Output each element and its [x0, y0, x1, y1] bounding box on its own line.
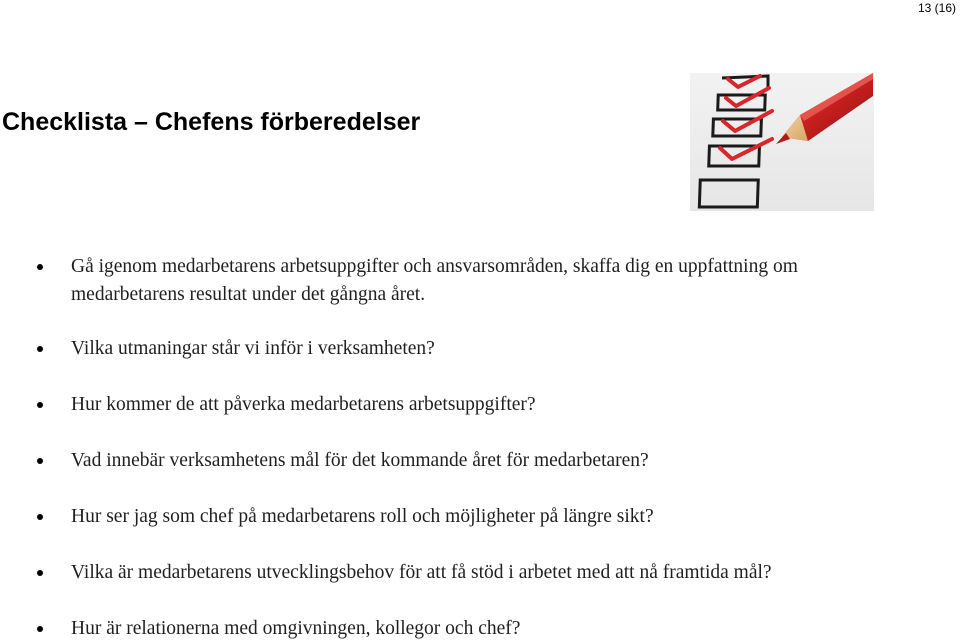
list-item-line-1: Gå igenom medarbetarens arbetsuppgifter och ansvarsområden, skaffa dig en uppfattning om [71, 256, 798, 277]
list-item-text: Hur kommer de att påverka medarbetarens arbetsuppgifter? [71, 394, 536, 415]
bullet-dot-icon [37, 570, 43, 576]
list-item-text: Hur ser jag som chef på medarbetarens roll och möjligheter på längre sikt? [71, 506, 654, 527]
bullet-dot-icon [37, 514, 43, 520]
bullet-dot-icon [37, 402, 43, 408]
list-item-text: Vilka är medarbetarens utvecklingsbehov för att få stöd i arbetet med att nå framtida mål? [71, 562, 772, 583]
checklist-icon [690, 73, 874, 211]
list-item-text: Vilka utmaningar står vi inför i verksamheten? [71, 338, 435, 359]
list-item-text: Vad innebär verksamhetens mål för det kommande året för medarbetaren? [71, 450, 649, 471]
page-title: Checklista – Chefens förberedelser [2, 108, 421, 136]
bullet-dot-icon [37, 626, 43, 632]
list-item-text [71, 253, 956, 309]
list-item-text: Hur är relationerna med omgivningen, kollegor och chef? [71, 618, 521, 639]
bullet-dot-icon [37, 264, 43, 270]
list-item-line-2: medarbetarens resultat under det gångna året. [71, 284, 426, 305]
page-number: 13 (16) [917, 1, 956, 15]
bullet-dot-icon [37, 458, 43, 464]
bullet-dot-icon [37, 346, 43, 352]
checklist-pencil-illustration [690, 73, 874, 211]
